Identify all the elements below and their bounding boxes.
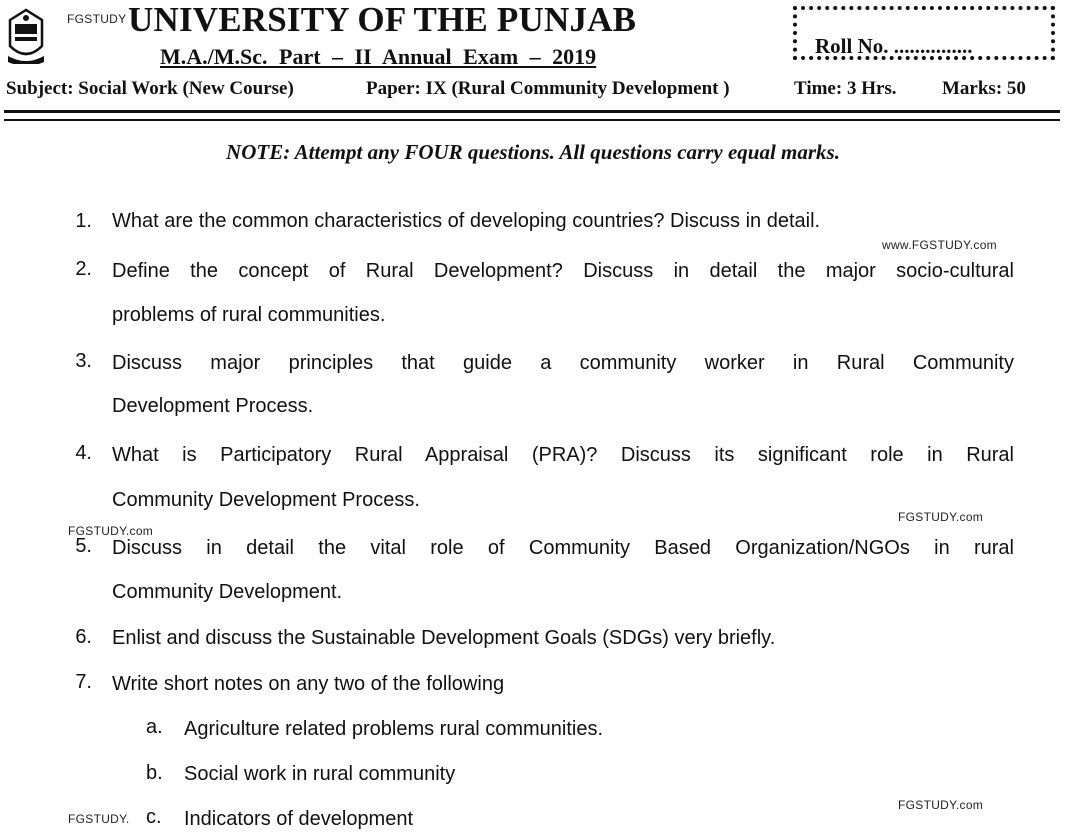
watermark-fgstudy: FGSTUDY.com: [898, 798, 984, 812]
watermark-fgstudy-top: FGSTUDY: [67, 12, 127, 26]
exam-note: NOTE: Attempt any FOUR questions. All questions carry equal marks.: [226, 140, 840, 164]
sub-item-letter: c.: [146, 806, 162, 828]
university-title: UNIVERSITY OF THE PUNJAB: [128, 0, 637, 39]
subject-label: Subject: Social Work (New Course): [6, 78, 294, 99]
question-text: problems of rural communities.: [112, 304, 386, 326]
question-number: 4.: [75, 442, 92, 464]
question-number: 5.: [75, 535, 92, 557]
question-text: Define the concept of Rural Development? Discuss in detail the major socio-cultural: [112, 260, 1014, 282]
watermark-fgstudy: FGSTUDY.com: [68, 524, 154, 538]
sub-item-text: Agriculture related problems rural communities.: [184, 718, 604, 740]
question-text: What is Participatory Rural Appraisal (PRA)? Discuss its significant role in Rural: [112, 444, 1014, 466]
question-text: Development Process.: [112, 395, 314, 417]
question-text: Write short notes on any two of the following: [112, 673, 505, 695]
paper-label: Paper: IX (Rural Community Development ): [366, 78, 730, 99]
question-text: What are the common characteristics of developing countries? Discuss in detail.: [112, 210, 821, 232]
sub-item-text: Indicators of development: [184, 808, 414, 830]
university-logo-icon: [6, 6, 46, 64]
sub-item-text: Social work in rural community: [184, 763, 456, 785]
sub-item-letter: a.: [146, 716, 163, 738]
question-number: 7.: [75, 671, 92, 693]
exam-subtitle: M.A./M.Sc. Part – II Annual Exam – 2019: [160, 44, 597, 69]
question-number: 2.: [75, 258, 92, 280]
question-number: 6.: [75, 626, 92, 648]
question-text: Enlist and discuss the Sustainable Development Goals (SDGs) very briefly.: [112, 627, 776, 649]
time-label: Time: 3 Hrs.: [794, 78, 897, 99]
marks-label: Marks: 50: [942, 78, 1026, 99]
question-number: 1.: [75, 210, 92, 232]
sub-item-letter: b.: [146, 762, 163, 784]
question-text: Community Development.: [112, 581, 343, 603]
question-number: 3.: [75, 350, 92, 372]
question-text: Community Development Process.: [112, 489, 420, 511]
question-text: Discuss major principles that guide a community worker in Rural Community: [112, 352, 1014, 374]
header-rule-thick: [4, 110, 1060, 113]
watermark-fgstudy-bottom: FGSTUDY.: [68, 812, 130, 826]
roll-number-label: Roll No. ...............: [815, 34, 973, 58]
watermark-fgstudy: FGSTUDY.com: [898, 510, 984, 524]
watermark-fgstudy: www.FGSTUDY.com: [882, 238, 997, 252]
question-text: Discuss in detail the vital role of Community Based Organization/NGOs in rural: [112, 537, 1014, 559]
header-rule-thin: [4, 119, 1060, 121]
